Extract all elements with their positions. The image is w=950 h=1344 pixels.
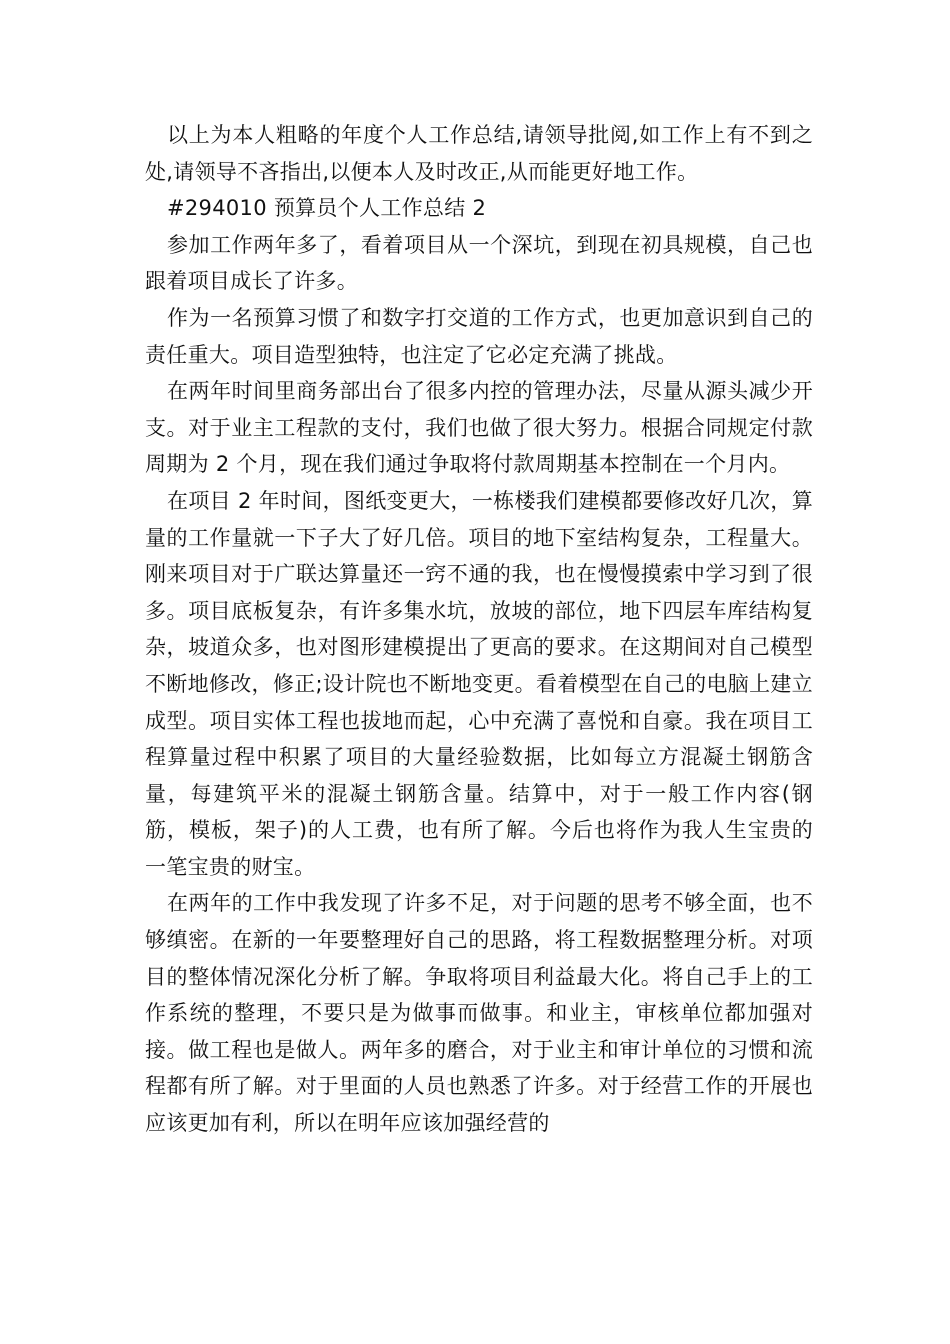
document-body xyxy=(145,117,813,1142)
body-paragraph: 参加工作两年多了，看着项目从一个深坑，到现在初具规模，自己也跟着项目成长了许多。 xyxy=(145,232,813,294)
body-paragraph: 作为一名预算习惯了和数字打交道的工作方式，也更加意识到自己的责任重大。项目造型独特，也注定了它必定充满了挑战。 xyxy=(145,305,813,367)
body-paragraph: 在两年时间里商务部出台了很多内控的管理办法，尽量从源头减少开支。对于业主工程款的支付，我们也做了很大努力。根据合同规定付款周期为 2 个月，现在我们通过争取将付款周期基本控制在一个月内。 xyxy=(145,379,813,477)
closing-paragraph: 以上为本人粗略的年度个人工作总结,请领导批阅,如工作上有不到之处,请领导不吝指出,以便本人及时改正,从而能更好地工作。 xyxy=(145,123,813,184)
section-heading: #294010 预算员个人工作总结 2 xyxy=(167,196,487,221)
body-paragraph: 在两年的工作中我发现了许多不足，对于问题的思考不够全面，也不够缜密。在新的一年要整理好自己的思路，将工程数据整理分析。对项目的整体情况深化分析了解。争取将项目利益最大化。将自己手上的工作系统的整理，不要只是为做事而做事。和业主，审核单位都加强对接。做工程也是做人。两年多的磨合，对于业主和审计单位的习惯和流程都有所了解。对于里面的人员也熟悉了许多。对于经营工作的开展也应该更加有利，所以在明年应该加强经营的 xyxy=(145,891,813,1136)
body-paragraph: 在项目 2 年时间，图纸变更大，一栋楼我们建模都要修改好几次，算量的工作量就一下子大了好几倍。项目的地下室结构复杂，工程量大。刚来项目对于广联达算量还一窍不通的我，也在慢慢摸索中学习到了很多。项目底板复杂，有许多集水坑，放坡的部位，地下四层车库结构复杂，坡道众多，也对图形建模提出了更高的要求。在这期间对自己模型不断地修改，修正;设计院也不断地变更。看着模型在自己的电脑上建立成型。项目实体工程也拔地而起，心中充满了喜悦和自豪。我在项目工程算量过程中积累了项目的大量经验数据，比如每立方混凝土钢筋含量，每建筑平米的混凝土钢筋含量。结算中，对于一般工作内容(钢筋，模板，架子)的人工费，也有所了解。今后也将作为我人生宝贵的一笔宝贵的财宝。 xyxy=(145,488,813,879)
